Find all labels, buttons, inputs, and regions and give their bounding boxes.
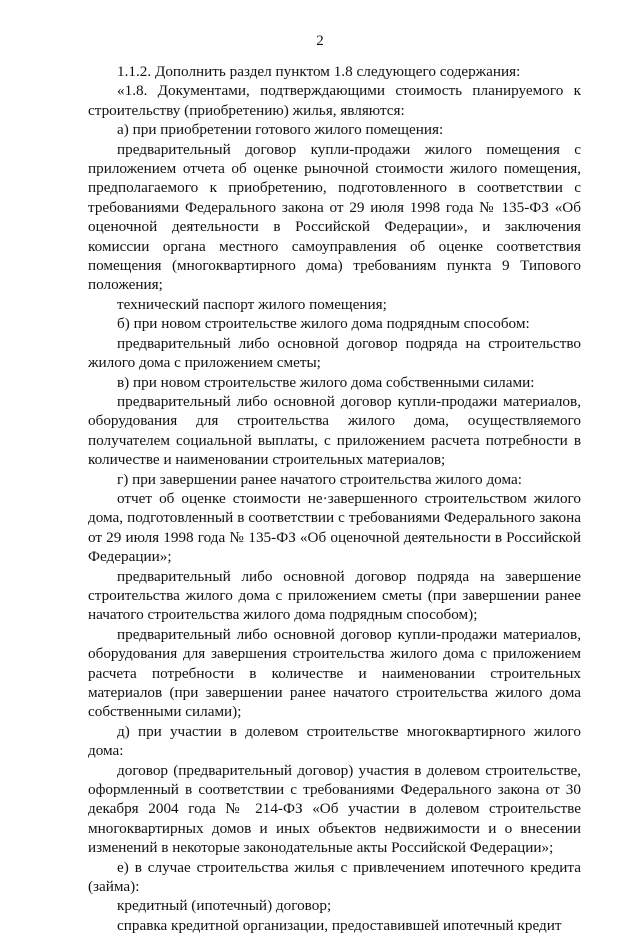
paragraph-item-a-contract: предварительный договор купли-продажи жилого помещения с приложением отчета об оценке рыночной стоимости жилого помещения, предполагаемого к приобретению, подготовленного в соответствии с требованиями Федерального закона от 29 июля 1998 года № 135-ФЗ «Об оценочной деятельности в Российской Федерации», и заключения комиссии органа местного самоуправления об оценке соответствия помещения (многоквартирного дома) требованиям пункта 9 Типового положения; [88,140,581,294]
paragraph-item-g-report: отчет об оценке стоимости не·завершенного строительством жилого дома, подготовленный в соответствии с требованиями Федерального закона от 29 июля 1998 года № 135-ФЗ «Об оценочной деятельности в Российской Федерации»; [88,489,581,566]
paragraph-item-v: в) при новом строительстве жилого дома собственными силами: [117,373,535,391]
page-number: 2 [316,33,324,49]
paragraph-item-a-passport: технический паспорт жилого помещения; [117,295,387,313]
paragraph-item-e: е) в случае строительства жилья с привлечением ипотечного кредита (займа): [88,858,581,896]
paragraph-item-e-bank-certificate: справка кредитной организации, предоставившей ипотечный кредит [117,916,562,934]
paragraph-item-g: г) при завершении ранее начатого строительства жилого дома: [117,470,522,488]
paragraph-item-v-contract: предварительный либо основной договор купли-продажи материалов, оборудования для строительства жилого дома, осуществляемого получателем социальной выплаты, с приложением расчета потребности в количестве и наименовании строительных материалов; [88,392,581,469]
paragraph-item-d-contract: договор (предварительный договор) участия в долевом строительстве, оформленный в соответствии с требованиями Федерального закона от 30 декабря 2004 года № 214-ФЗ «Об участии в долевом строительстве многоквартирных домов и иных объектов недвижимости и о внесении изменений в некоторые законодательные акты Российской Федерации»; [88,761,581,857]
paragraph-item-e-loan-contract: кредитный (ипотечный) договор; [117,897,332,915]
paragraph-item-b-contract: предварительный либо основной договор подряда на строительство жилого дома с приложением сметы; [88,334,581,372]
paragraph-item-b: б) при новом строительстве жилого дома подрядным способом: [117,315,530,333]
paragraph-item-a: а) при приобретении готового жилого помещения: [117,121,444,139]
paragraph-1-1-2: 1.1.2. Дополнить раздел пунктом 1.8 следующего содержания: [117,63,521,80]
paragraph-item-d: д) при участии в долевом строительстве многоквартирного жилого дома: [88,722,581,760]
paragraph-item-g-contract-materials: предварительный либо основной договор купли-продажи материалов, оборудования для завершения строительства жилого дома с приложением расчета потребности в количестве и наименовании строительных материалов (при завершении ранее начатого строительства жилого дома собственными силами); [88,625,581,721]
paragraph-1-8-intro: «1.8. Документами, подтверждающими стоимость планируемого к строительству (приобретению) жилья, являются: [88,82,581,119]
paragraph-item-g-contract-work: предварительный либо основной договор подряда на завершение строительства жилого дома с приложением сметы (при завершении ранее начатого строительства жилого дома подрядным способом); [88,567,581,624]
document-body [88,62,581,935]
